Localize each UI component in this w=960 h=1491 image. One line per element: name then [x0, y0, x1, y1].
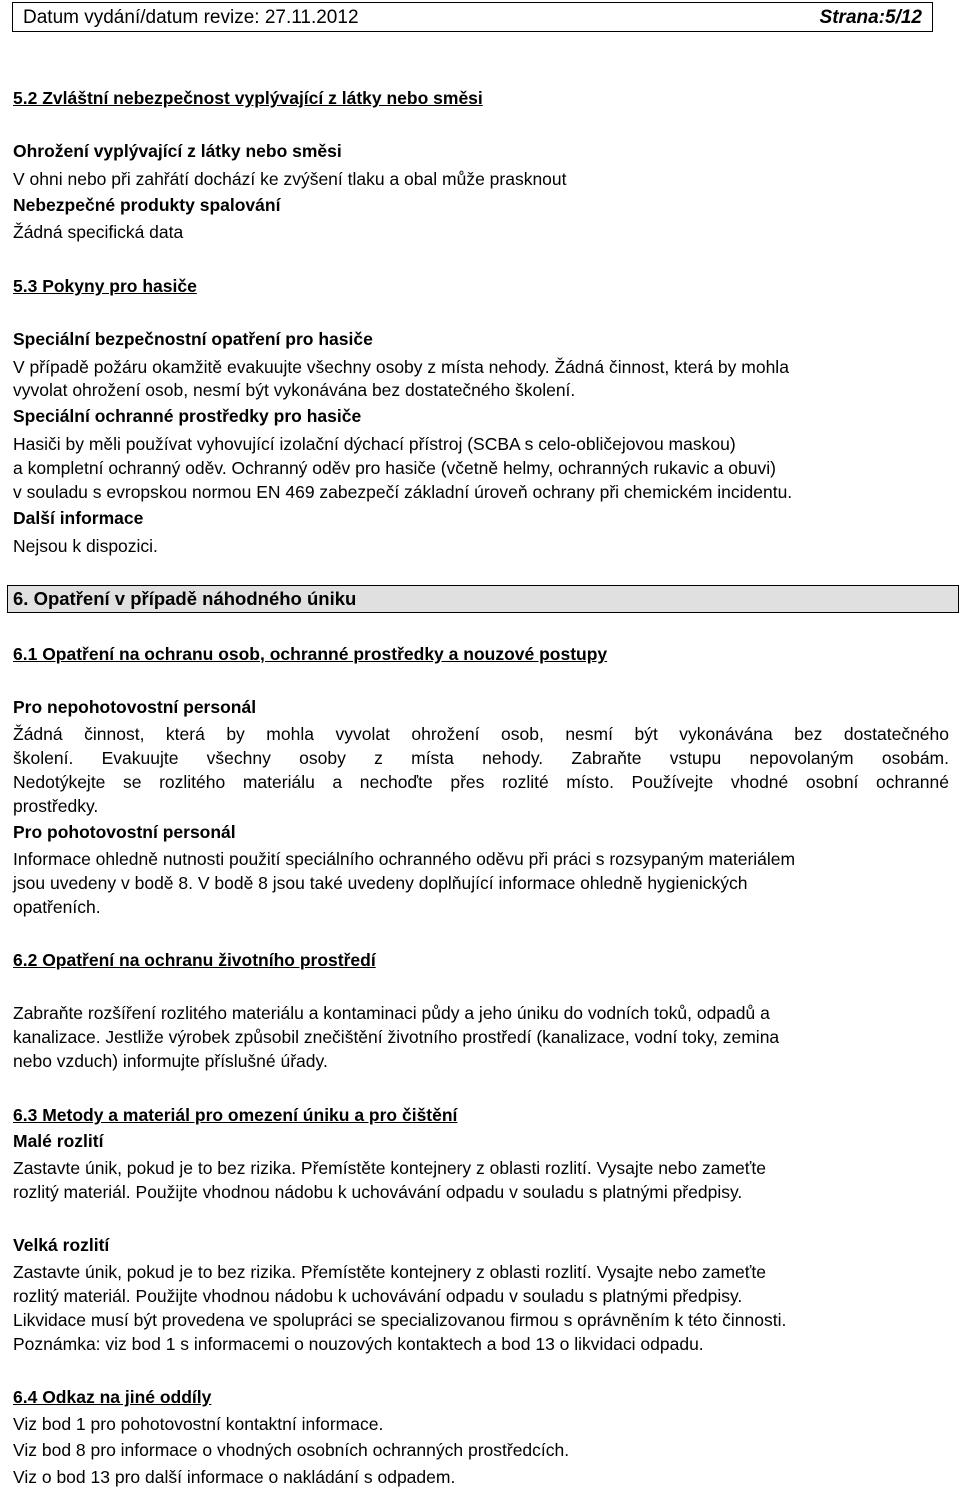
page-number: Strana:5/12 [819, 7, 922, 28]
text-non-emergency-2: školení. Evakuujte všechny osoby z místa nehody. Zabraňte vstupu nepovolaným osobám. [13, 748, 949, 768]
text-reference-1: Viz bod 1 pro pohotovostní kontaktní informace. [13, 1414, 384, 1434]
heading-emergency: Pro pohotovostní personál [13, 822, 236, 842]
text-non-emergency-3: Nedotýkejte se rozlitého materiálu a nechoďte přes rozlité místo. Používejte vhodné osobní ochranné [13, 772, 949, 792]
text-large-spill-1: Zastavte únik, pokud je to bez rizika. Přemístěte kontejnery z oblasti rozlití. Vysajte nebo zameťte [13, 1262, 766, 1282]
text-large-spill-3: Likvidace musí být provedena ve spolupráci se specializovanou firmou s oprávněním k této činnosti. [13, 1310, 787, 1330]
heading-firefighter-equipment: Speciální ochranné prostředky pro hasiče [13, 406, 362, 426]
text-reference-3: Viz o bod 13 pro další informace o nakládání s odpadem. [13, 1467, 456, 1487]
section-6-3-title: 6.3 Metody a materiál pro omezení úniku a pro čištění [13, 1105, 458, 1125]
section-6-title: 6. Opatření v případě náhodného úniku [13, 588, 357, 609]
heading-small-spill: Malé rozlití [13, 1131, 104, 1151]
text-hazards: V ohni nebo při zahřátí dochází ke zvýšení tlaku a obal může prasknout [13, 169, 567, 189]
page-header [12, 2, 933, 32]
section-5-2-title: 5.2 Zvláštní nebezpečnost vyplývající z látky nebo směsi [13, 88, 483, 108]
text-further-info: Nejsou k dispozici. [13, 536, 158, 556]
text-firefighter-precautions-2: vyvolat ohrožení osob, nesmí být vykonávána bez dostatečného školení. [13, 380, 576, 400]
heading-hazards: Ohrožení vyplývající z látky nebo směsi [13, 141, 342, 161]
text-firefighter-equipment-1: Hasiči by měli používat vyhovující izolační dýchací přístroj (SCBA s celo-obličejovou maskou) [13, 434, 736, 454]
section-6-4-title: 6.4 Odkaz na jiné oddíly [13, 1387, 212, 1407]
text-environment-2: kanalizace. Jestliže výrobek způsobil znečištění životního prostředí (kanalizace, vodní toky, zemina [13, 1027, 780, 1047]
text-large-spill-4: Poznámka: viz bod 1 s informacemi o nouzových kontaktech a bod 13 o likvidaci odpadu. [13, 1334, 704, 1354]
text-firefighter-equipment-3: v souladu s evropskou normou EN 469 zabezpečí základní úroveň ochrany při chemickém incidentu. [13, 482, 793, 502]
text-non-emergency-1: Žádná činnost, která by mohla vyvolat ohrožení osob, nesmí být vykonávána bez dostatečného [13, 724, 949, 744]
heading-further-info: Další informace [13, 508, 144, 528]
heading-firefighter-precautions: Speciální bezpečnostní opatření pro hasiče [13, 329, 373, 349]
section-6-2-title: 6.2 Opatření na ochranu životního prostředí [13, 950, 376, 970]
heading-non-emergency: Pro nepohotovostní personál [13, 697, 257, 717]
heading-combustion-products: Nebezpečné produkty spalování [13, 195, 281, 215]
text-small-spill-1: Zastavte únik, pokud je to bez rizika. Přemístěte kontejnery z oblasti rozlití. Vysajte nebo zameťte [13, 1158, 766, 1178]
text-emergency-1: Informace ohledně nutnosti použití speciálního ochranného oděvu při práci s rozsypaným materiálem [13, 849, 796, 869]
text-small-spill-2: rozlitý materiál. Použijte vhodnou nádobu k uchovávání odpadu v souladu s platnými předpisy. [13, 1182, 743, 1202]
text-emergency-3: opatřeních. [13, 897, 101, 917]
text-combustion-products: Žádná specifická data [13, 222, 184, 242]
text-environment-1: Zabraňte rozšíření rozlitého materiálu a kontaminaci půdy a jeho úniku do vodních toků, odpadů a [13, 1003, 770, 1023]
text-non-emergency-4: prostředky. [13, 796, 99, 816]
revision-date: Datum vydání/datum revize: 27.11.2012 [23, 7, 359, 28]
section-6-bar [7, 585, 959, 613]
heading-large-spill: Velká rozlití [13, 1235, 110, 1255]
section-5-3-title: 5.3 Pokyny pro hasiče [13, 276, 197, 296]
text-firefighter-precautions-1: V případě požáru okamžitě evakuujte všechny osoby z místa nehody. Žádná činnost, která by mohla [13, 357, 789, 377]
text-emergency-2: jsou uvedeny v bodě 8. V bodě 8 jsou také uvedeny doplňující informace ohledně hygienických [13, 873, 748, 893]
text-environment-3: nebo vzduch) informujte příslušné úřady. [13, 1051, 328, 1071]
section-6-1-title: 6.1 Opatření na ochranu osob, ochranné prostředky a nouzové postupy [13, 644, 608, 664]
text-reference-2: Viz bod 8 pro informace o vhodných osobních ochranných prostředcích. [13, 1440, 570, 1460]
text-firefighter-equipment-2: a kompletní ochranný oděv. Ochranný oděv pro hasiče (včetně helmy, ochranných rukavic a obuvi) [13, 458, 776, 478]
text-large-spill-2: rozlitý materiál. Použijte vhodnou nádobu k uchovávání odpadu v souladu s platnými předpisy. [13, 1286, 743, 1306]
